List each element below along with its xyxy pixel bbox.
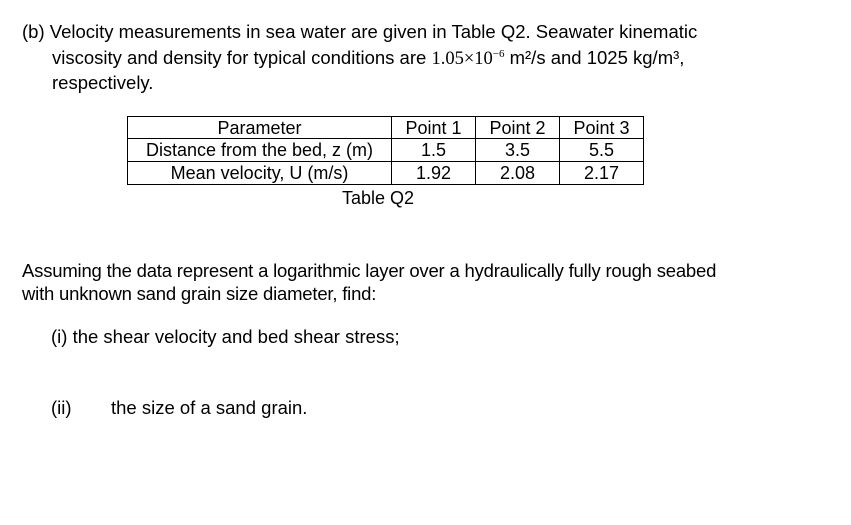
question-b-line-1: (b) Velocity measurements in sea water are given in Table Q2. Seawater kinematic bbox=[22, 21, 698, 42]
sub-question-i bbox=[51, 325, 400, 348]
assumption-line-1: Assuming the data represent a logarithmic layer over a hydraulically fully rough seabed bbox=[22, 260, 717, 281]
distance-point-1: 1.5 bbox=[392, 139, 476, 162]
line-2-suffix: m²/s and 1025 kg/m³, bbox=[504, 47, 685, 68]
viscosity-exponent: −6 bbox=[492, 48, 505, 60]
distance-point-3: 5.5 bbox=[560, 139, 644, 162]
question-b-paragraph bbox=[22, 20, 822, 94]
table-header-row bbox=[128, 117, 644, 139]
distance-point-2: 3.5 bbox=[476, 139, 560, 162]
sub-question-ii bbox=[51, 396, 307, 419]
sub-question-ii-text: the size of a sand grain. bbox=[111, 397, 308, 418]
header-point-1: Point 1 bbox=[392, 117, 476, 139]
header-point-3: Point 3 bbox=[560, 117, 644, 139]
table-row-distance bbox=[128, 139, 644, 162]
velocity-point-1: 1.92 bbox=[392, 162, 476, 185]
assumption-line-2: with unknown sand grain size diameter, find: bbox=[22, 283, 377, 304]
sub-question-ii-number: (ii) bbox=[51, 397, 72, 418]
question-b-line-2 bbox=[22, 43, 822, 71]
row-distance-label: Distance from the bed, z (m) bbox=[128, 139, 392, 162]
question-b-line-3: respectively. bbox=[52, 72, 154, 93]
sub-question-i-text: the shear velocity and bed shear stress; bbox=[72, 326, 400, 347]
viscosity-value: 1.05×10 bbox=[431, 49, 493, 69]
table-q2 bbox=[127, 116, 644, 185]
table-row-velocity bbox=[128, 162, 644, 185]
sub-question-i-number: (i) bbox=[51, 326, 68, 347]
header-parameter: Parameter bbox=[128, 117, 392, 139]
header-point-2: Point 2 bbox=[476, 117, 560, 139]
assumption-paragraph bbox=[22, 259, 832, 305]
table-caption: Table Q2 bbox=[342, 188, 415, 208]
velocity-point-2: 2.08 bbox=[476, 162, 560, 185]
row-velocity-label: Mean velocity, U (m/s) bbox=[128, 162, 392, 185]
line-2-prefix: viscosity and density for typical conditions are bbox=[52, 47, 432, 68]
velocity-point-3: 2.17 bbox=[560, 162, 644, 185]
